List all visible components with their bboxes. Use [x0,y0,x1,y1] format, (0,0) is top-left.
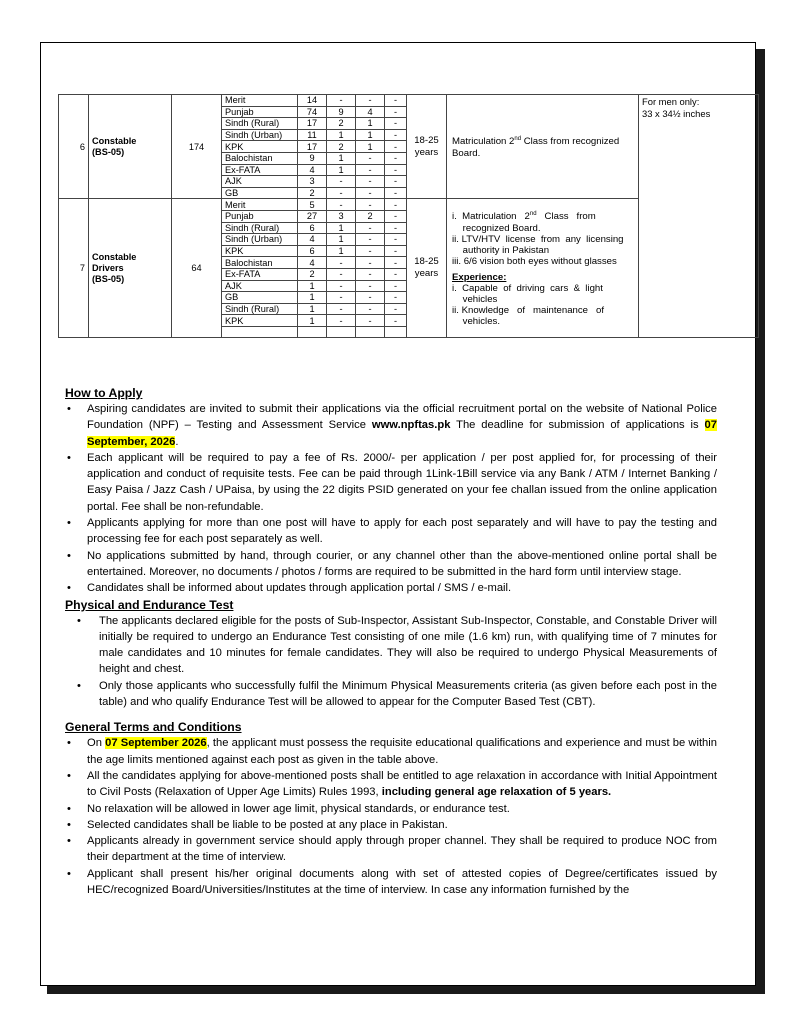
quota-value: 1 [327,222,356,234]
quota-value: - [356,222,385,234]
post-name: Constable Drivers (BS-05) [89,199,172,338]
quota-region [222,326,298,338]
quota-value [298,326,327,338]
quota-value: 1 [356,118,385,130]
quota-value: 1 [327,129,356,141]
quota-value: - [327,95,356,107]
quota-value: - [356,234,385,246]
quota-value: - [385,234,407,246]
quota-value: - [385,95,407,107]
quota-value: 17 [298,141,327,153]
quota-value: 1 [298,280,327,292]
post-number: 6 [59,95,89,199]
list-item: • The applicants declared eligible for the posts of Sub-Inspector, Assistant Sub-Inspector, Constable, and Constable Driver will initially be required to undergo an Endurance Test consisting of one mile (1.6 km) run, with qualifying time of 7 minutes for male candidates and 10 minutes for female candidates. They will also be required to undergo Physical Measurements of height and chest. [99,613,717,678]
quota-value: - [385,187,407,199]
quota-value: - [356,187,385,199]
physical-test-list [65,613,717,711]
quota-value: 3 [327,210,356,222]
quota-region: Sindh (Rural) [222,118,298,130]
quota-value: 1 [356,129,385,141]
quota-value: 6 [298,222,327,234]
quota-value: 17 [298,118,327,130]
quota-value: - [356,164,385,176]
list-item: • Each applicant will be required to pay a fee of Rs. 2000/- per application / per post applied for, for processing of their application and conduct of requisite tests. Fee can be paid through 1Link-1Bill service via any Bank / ATM / Internet Banking / Easy Paisa / Jazz Cash / UPaisa, by using the 22 digits PSID generated on your fee challan issued from the online application portal. Fee shall be non-refundable. [87,450,717,515]
physical-measurement: For men only: 33 x 34½ inches [639,95,759,338]
quota-value: - [385,257,407,269]
how-to-apply-list [65,401,717,597]
quota-value: - [385,118,407,130]
quota-region: AJK [222,176,298,188]
quota-value: - [385,164,407,176]
quota-value: - [385,176,407,188]
quota-value: - [356,315,385,327]
quota-value: - [327,315,356,327]
quota-value: - [356,280,385,292]
quota-region: AJK [222,280,298,292]
quota-value: 14 [298,95,327,107]
quota-value: 74 [298,106,327,118]
quota-region: Balochistan [222,152,298,164]
quota-value: 2 [327,141,356,153]
quota-region: KPK [222,245,298,257]
list-item: • On 07 September 2026, the applicant must possess the requisite educational qualifications and experience and must be within the age limits mentioned against each post as given in the table above. [87,735,717,768]
list-item: • Aspiring candidates are invited to submit their applications via the official recruitment portal on the website of National Police Foundation (NPF) – Testing and Assessment Service www.npftas.pk The deadline for submission of applications is 07 September, 2026. [87,401,717,450]
list-item: • All the candidates applying for above-mentioned posts shall be entitled to age relaxation in accordance with Initial Appointment to Civil Posts (Relaxation of Upper Age Limits) Rules 1993, including general age relaxation of 5 years. [87,768,717,801]
quota-value: - [385,152,407,164]
quota-region: Merit [222,95,298,107]
quota-value: 1 [327,234,356,246]
quota-value: 6 [298,245,327,257]
quota-value: - [356,95,385,107]
quota-value: - [327,257,356,269]
quota-value: 27 [298,210,327,222]
list-item: • Applicant shall present his/her original documents along with set of attested copies of Degree/certificates issued by HEC/recognized Board/Universities/Institutes at the time of interview. In case any information furnished by the [87,866,717,899]
eligibility-date: 07 September 2026 [105,737,207,750]
quota-value: - [385,106,407,118]
quota-value: 2 [298,187,327,199]
quota-value [356,326,385,338]
quota-value: 4 [356,106,385,118]
quota-region: Ex-FATA [222,164,298,176]
quota-value: - [356,152,385,164]
qualification: i. Matriculation 2nd Class from recognized Board. ii. LTV/HTV license from any licensing authority in Pakistan iii. 6/6 vision both eyes without glasses Experience: i. Capable of driving cars & light vehicles ii. Knowledge of maintenance of vehicles. [447,199,639,338]
quota-region: Sindh (Urban) [222,234,298,246]
quota-value: 4 [298,234,327,246]
age-limit: 18-25 years [407,95,447,199]
quota-region: Sindh (Rural) [222,222,298,234]
quota-value: 2 [298,268,327,280]
quota-value: - [385,129,407,141]
quota-value: - [327,280,356,292]
list-item: • Applicants applying for more than one post will have to apply for each post separately and will have to pay the testing and processing fee for each post separately as well. [87,515,717,548]
list-item: • No relaxation will be allowed in lower age limit, physical standards, or endurance test. [87,801,717,817]
document-page [40,42,756,986]
quota-value: - [327,292,356,304]
quota-value: - [385,222,407,234]
quota-region: Merit [222,199,298,211]
quota-value: 1 [298,303,327,315]
age-limit: 18-25 years [407,199,447,338]
how-to-apply-heading: How to Apply [65,386,143,400]
quota-value: - [385,292,407,304]
quota-region: KPK [222,315,298,327]
post-total: 174 [172,95,222,199]
quota-value: - [327,176,356,188]
quota-value: - [385,315,407,327]
quota-value: - [356,257,385,269]
quota-value: 1 [298,315,327,327]
quota-value [385,326,407,338]
list-item: • No applications submitted by hand, through courier, or any channel other than the above-mentioned online portal shall be entertained. Moreover, no documents / photos / forms are required to be submitted in the hard form until interview stage. [87,548,717,581]
website-link: www.npftas.pk [371,419,451,432]
deadline-date: 07 September, 2026 [87,419,717,448]
post-number: 7 [59,199,89,338]
quota-value: 9 [298,152,327,164]
quota-region: Sindh (Urban) [222,129,298,141]
quota-value: - [385,141,407,153]
quota-value: 3 [298,176,327,188]
quota-value: - [356,245,385,257]
quota-value: 2 [356,210,385,222]
quota-value: - [385,268,407,280]
quota-region: Sindh (Rural) [222,303,298,315]
quota-value: - [385,280,407,292]
general-terms-list [65,735,717,898]
post-total: 64 [172,199,222,338]
quota-value: 5 [298,199,327,211]
quota-value: 1 [327,245,356,257]
quota-region: Punjab [222,210,298,222]
quota-value [327,326,356,338]
quota-value: - [327,268,356,280]
quota-value: - [356,292,385,304]
quota-value: 1 [327,152,356,164]
quota-region: GB [222,292,298,304]
quota-value: - [356,199,385,211]
quota-value: - [327,199,356,211]
quota-region: Punjab [222,106,298,118]
quota-value: - [385,199,407,211]
quota-region: KPK [222,141,298,153]
quota-value: 9 [327,106,356,118]
quota-region: GB [222,187,298,199]
quota-value: 4 [298,257,327,269]
quota-value: - [327,187,356,199]
quota-value: - [385,210,407,222]
list-item: • Selected candidates shall be liable to be posted at any place in Pakistan. [87,817,717,833]
quota-value: 1 [327,164,356,176]
quota-value: 2 [327,118,356,130]
quota-value: 11 [298,129,327,141]
list-item: • Candidates shall be informed about updates through application portal / SMS / e-mail. [87,580,717,596]
quota-value: 1 [356,141,385,153]
body-content [65,385,717,898]
quota-value: - [385,245,407,257]
list-item: • Only those applicants who successfully fulfil the Minimum Physical Measurements criteria (as given before each post in the table) and who qualify Endurance Test will be allowed to appear for the Computer Based Test (CBT). [99,678,717,711]
general-terms-heading: General Terms and Conditions [65,720,242,735]
table-row [59,95,759,107]
quota-value: - [356,176,385,188]
list-item: • Applicants already in government service should apply through proper channel. They shall be required to produce NOC from their department at the time of interview. [87,833,717,866]
quota-value: - [356,303,385,315]
quota-region: Ex-FATA [222,268,298,280]
posts-table [58,94,759,338]
quota-value: - [327,303,356,315]
physical-test-heading: Physical and Endurance Test [65,597,234,612]
quota-region: Balochistan [222,257,298,269]
quota-value: - [356,268,385,280]
post-name: Constable (BS-05) [89,95,172,199]
qualification: Matriculation 2nd Class from recognized Board. [447,95,639,199]
quota-value: 4 [298,164,327,176]
quota-value: 1 [298,292,327,304]
quota-value: - [385,303,407,315]
